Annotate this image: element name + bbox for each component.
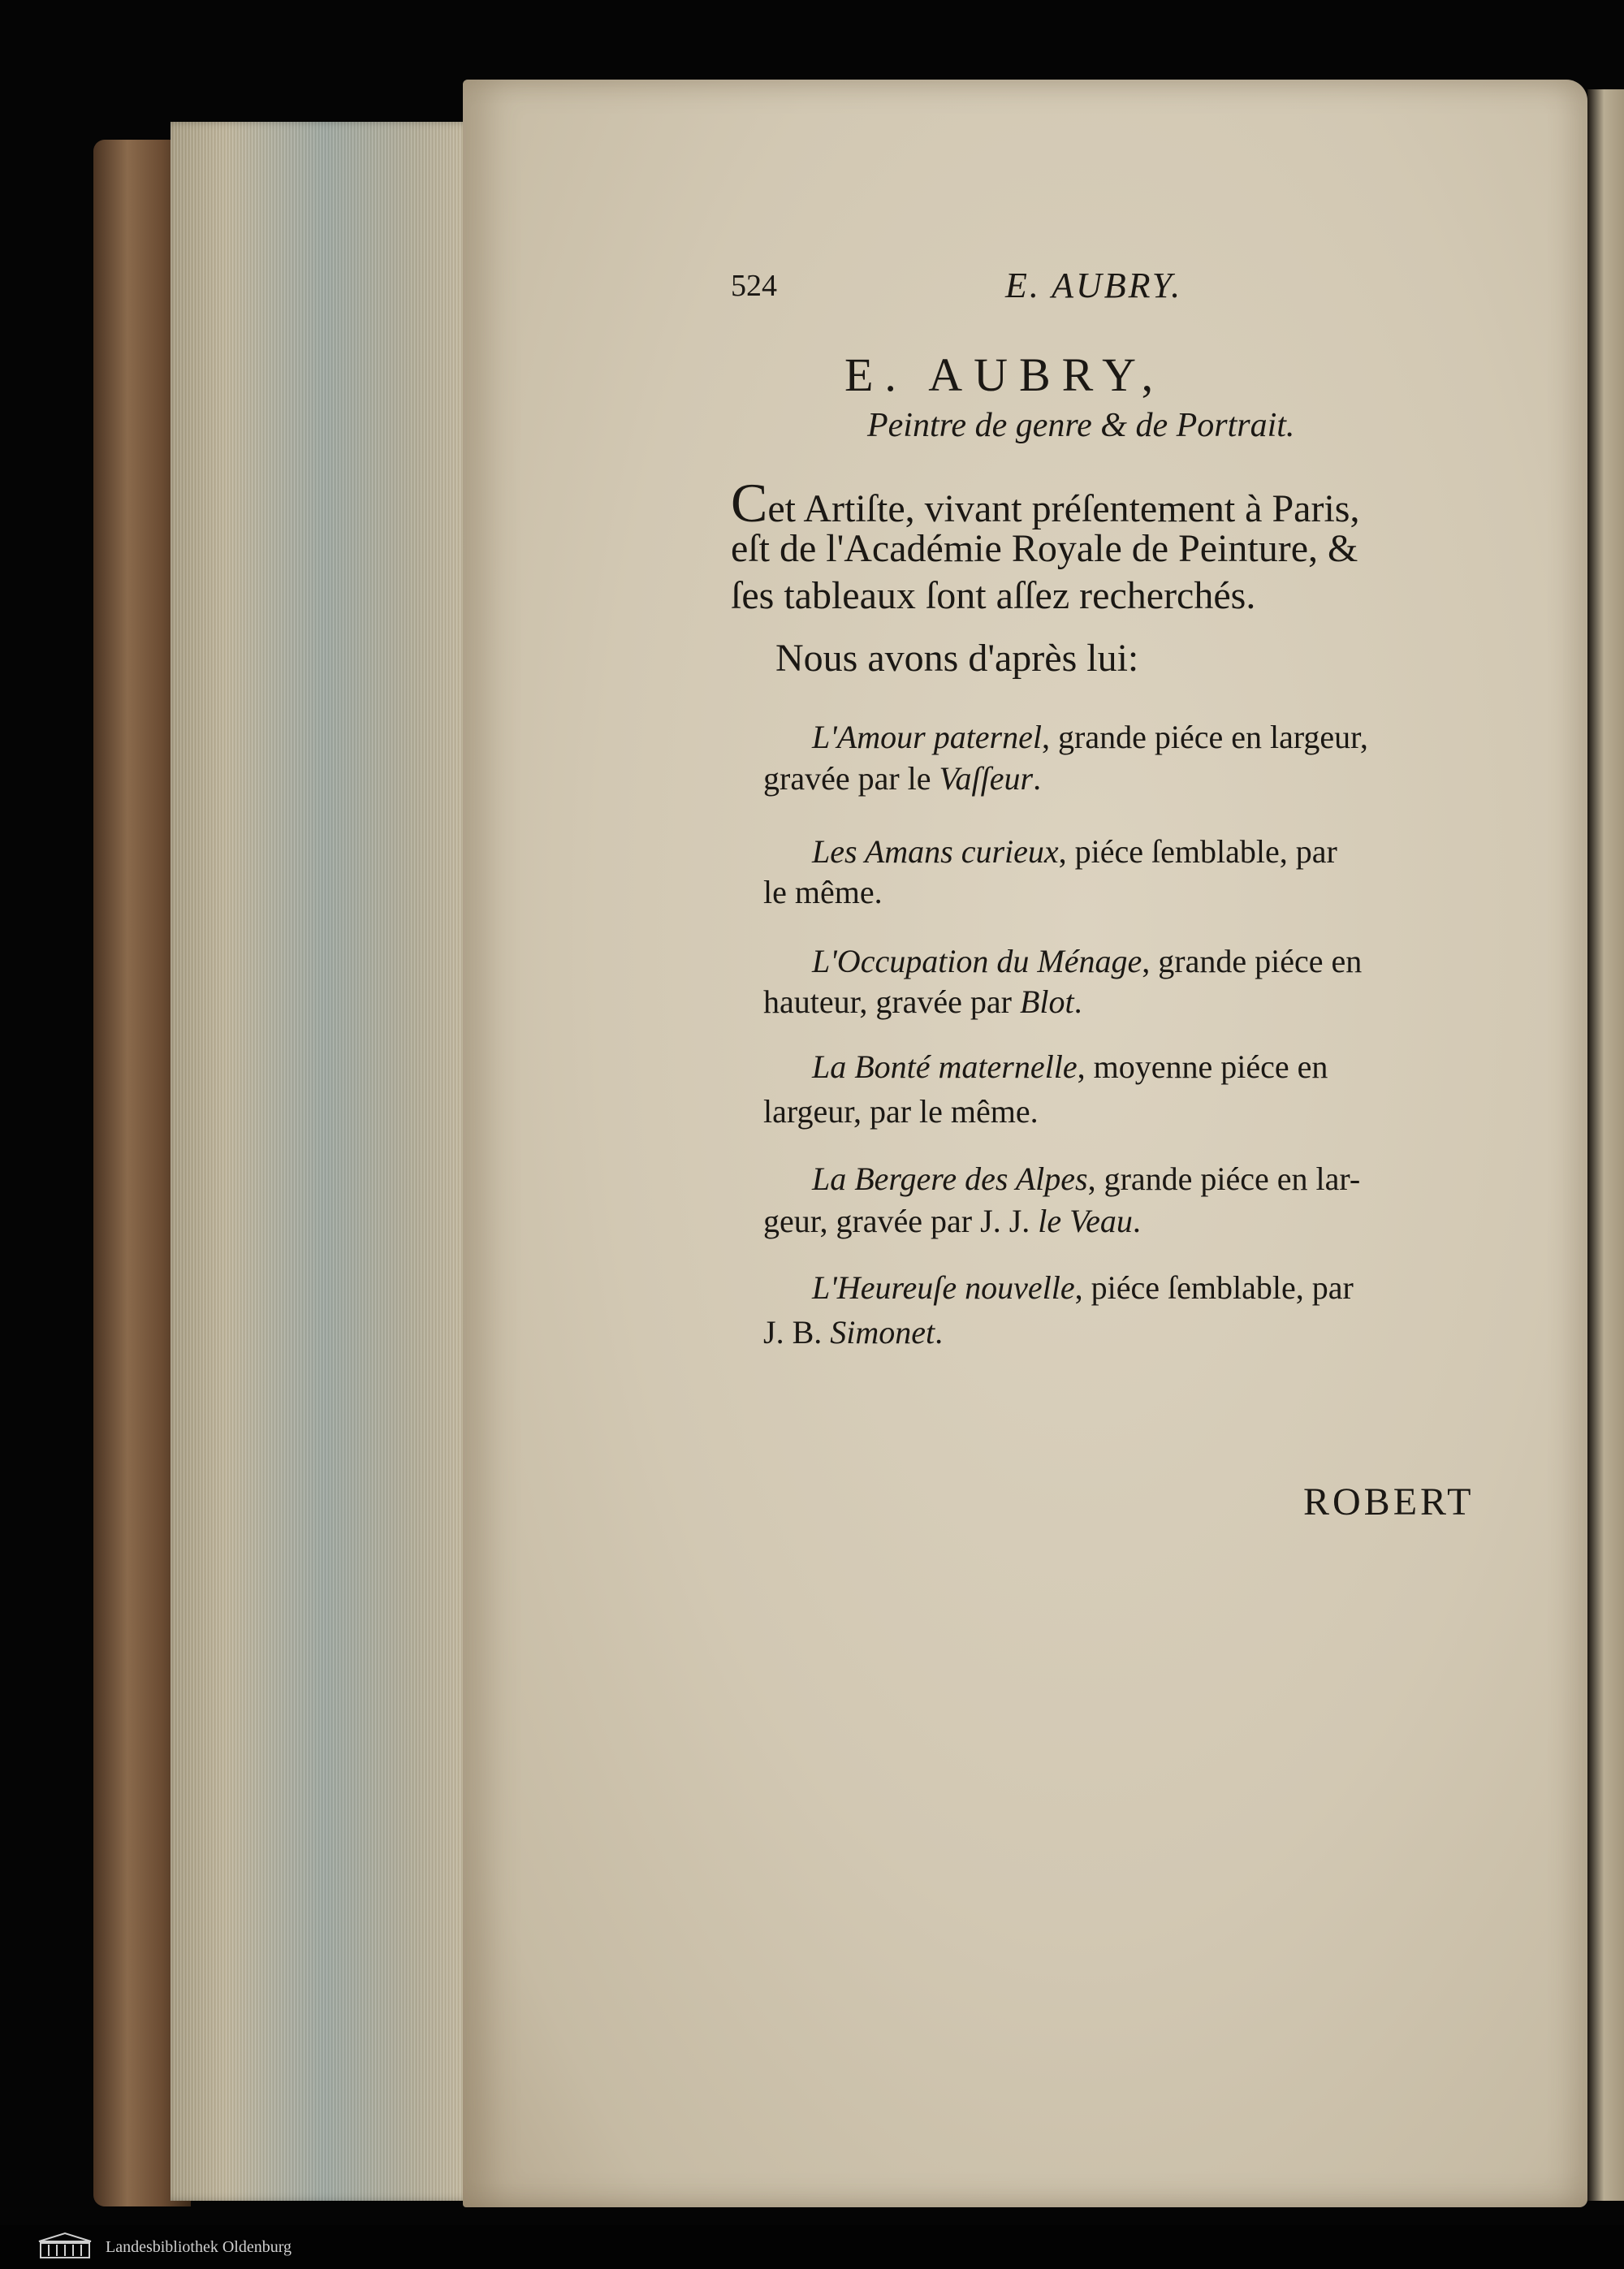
entry-text: , grande piéce en (1142, 943, 1363, 979)
entry-title: La Bonté maternelle (812, 1048, 1078, 1085)
paragraph-line-2: eſt de l'Académie Royale de Peinture, & (731, 527, 1358, 570)
entry-title: L'Amour paternel (812, 719, 1042, 755)
entry-text: , grande piéce en lar- (1087, 1160, 1361, 1197)
entry-1-line-2 (763, 759, 1041, 797)
entry-text: hauteur, gravée par (763, 983, 1020, 1020)
entry-text: gravée par le (763, 760, 939, 797)
engraver-name: Simonet (830, 1314, 935, 1351)
entry-1-line-1 (812, 718, 1368, 756)
entry-6-line-1 (812, 1268, 1354, 1307)
page-edges (171, 122, 479, 2201)
entry-text: , grande piéce en largeur, (1042, 719, 1368, 755)
entry-3-line-2 (763, 983, 1082, 1021)
entry-text: geur, gravée par J. J. (763, 1203, 1039, 1239)
entry-text: . (1073, 983, 1082, 1020)
engraver-name: Vaſſeur (939, 760, 1034, 797)
entry-title: L'Occupation du Ménage (812, 943, 1142, 979)
dropcap: C (731, 472, 768, 534)
entry-4-line-1 (812, 1048, 1328, 1086)
entry-5-line-1 (812, 1160, 1360, 1198)
entry-text: , moyenne piéce en (1077, 1048, 1328, 1085)
entry-4-line-2 (763, 1092, 1039, 1130)
entry-title: La Bergere des Alpes (812, 1160, 1088, 1197)
facing-page-edge (1587, 89, 1624, 2201)
engraver-name: le Veau (1038, 1203, 1133, 1239)
entry-title: L'Heureuſe nouvelle (812, 1269, 1075, 1306)
entry-2-line-2 (763, 873, 883, 911)
running-head: E. AUBRY. (1005, 266, 1183, 305)
library-building-icon (36, 2232, 94, 2261)
paragraph-line-1 (731, 472, 1360, 534)
intro-line: Nous avons d'après lui: (775, 637, 1139, 680)
entry-5-line-2 (763, 1202, 1141, 1240)
entry-6-line-2 (763, 1313, 943, 1351)
entry-text: J. B. (763, 1314, 831, 1351)
entry-text: , piéce ſemblable, par (1058, 833, 1337, 870)
entry-2-line-1 (812, 832, 1337, 871)
entry-text: largeur, par le même. (763, 1093, 1039, 1130)
entry-text: le même. (763, 874, 883, 910)
section-subheading: Peintre de genre & de Portrait. (867, 407, 1295, 444)
paragraph-line-3: ſes tableaux ſont aſſez recherchés. (731, 574, 1256, 617)
page-number: 524 (731, 269, 777, 303)
entry-text: , piéce ſemblable, par (1074, 1269, 1354, 1306)
catchword: ROBERT (1303, 1480, 1475, 1523)
paragraph-line-1-text: et Artiſte, vivant préſentement à Paris, (767, 487, 1360, 530)
entry-text: . (1132, 1203, 1141, 1239)
engraver-name: Blot (1020, 983, 1074, 1020)
entry-title: Les Amans curieux (812, 833, 1059, 870)
entry-text: . (935, 1314, 944, 1351)
footer-label: Landesbibliothek Oldenburg (106, 2238, 292, 2256)
entry-3-line-1 (812, 942, 1362, 980)
entry-text: . (1033, 760, 1042, 797)
section-heading: E. AUBRY, (844, 348, 1165, 401)
